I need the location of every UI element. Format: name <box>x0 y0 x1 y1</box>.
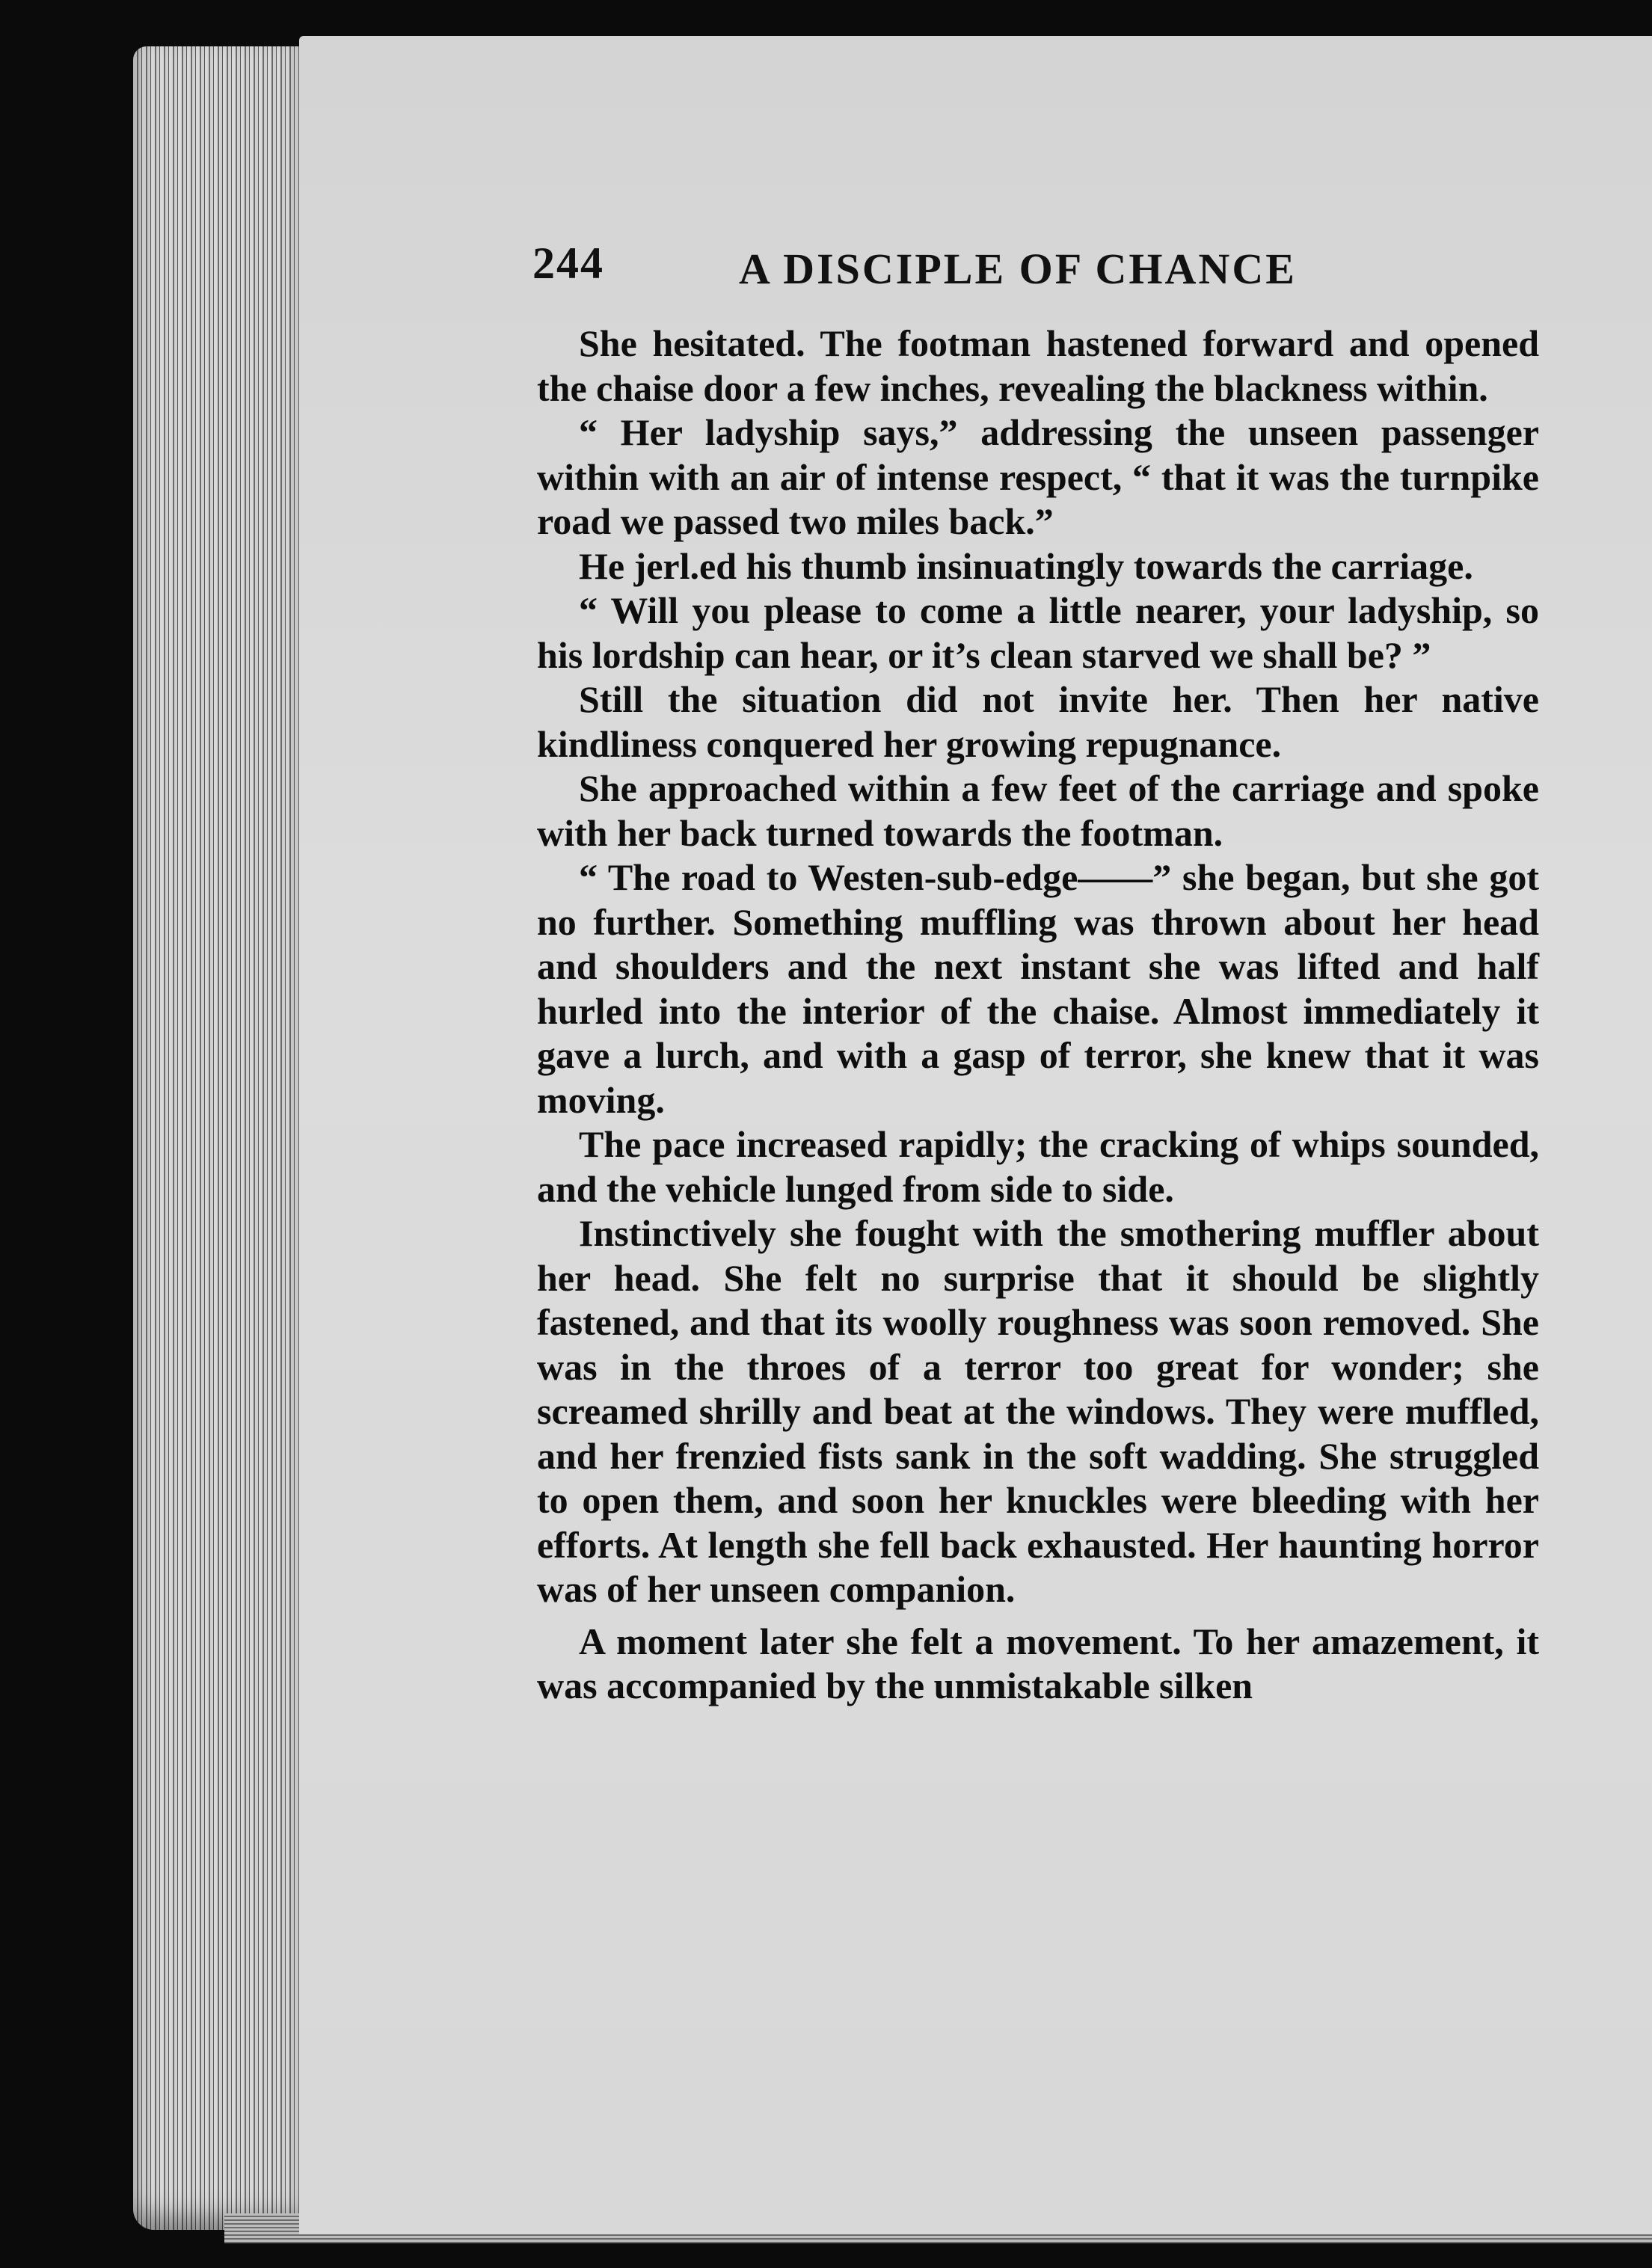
paragraph-5: Still the situation did not invite her. Then her native kindliness conquered her growing repugnance. <box>537 678 1539 765</box>
paragraph-9: Instinctively she fought with the smothering muffler about her head. She felt no surprise that it should be slightly fastened, and that its woolly roughness was soon removed. She was in the throes of a terror too great for wonder; she screamed shrilly and beat at the windows. They were muffled, and her frenzied fists sank in the soft wadding. She struggled to open them, and soon her knuckles were bleeding with her efforts. At length she fell back exhausted. Her haunting horror was of her unseen companion. <box>537 1212 1539 1610</box>
paragraph-1: She hesitated. The footman hastened forward and opened the chaise door a few inches, revealing the blackness within. <box>537 322 1539 409</box>
paragraph-8: The pace increased rapidly; the cracking of whips sounded, and the vehicle lunged from side to side. <box>537 1123 1539 1210</box>
paragraph-3: He jerl.ed his thumb insinuatingly towards the carriage. <box>579 544 1473 587</box>
paragraph-10: A moment later she felt a movement. To her amazement, it was accompanied by the unmistakable silken <box>537 1620 1539 1706</box>
page-header <box>532 238 1579 320</box>
paragraph-4: “ Will you please to come a little nearer, your ladyship, so his lordship can hear, or it’s clean starved we shall be? ” <box>537 589 1539 676</box>
running-title: A DISCIPLE OF CHANCE <box>739 245 1297 293</box>
paragraph-2: “ Her ladyship says,” addressing the unseen passenger within with an air of intense respect, “ that it was the turnpike road we passed two miles back.” <box>537 411 1539 542</box>
body-text <box>537 322 1539 1709</box>
page-number: 244 <box>532 239 604 288</box>
paragraph-7: “ The road to Westen-sub-edge——” she began, but she got no further. Something muffling was thrown about her head and shoulders and the next instant she was lifted and half hurled into the interior of the chaise. Almost immediately it gave a lurch, and with a gasp of terror, she knew that it was moving. <box>537 856 1539 1121</box>
book-page-edges <box>133 46 305 2230</box>
paragraph-6: She approached within a few feet of the carriage and spoke with her back turned towards the footman. <box>537 767 1539 854</box>
